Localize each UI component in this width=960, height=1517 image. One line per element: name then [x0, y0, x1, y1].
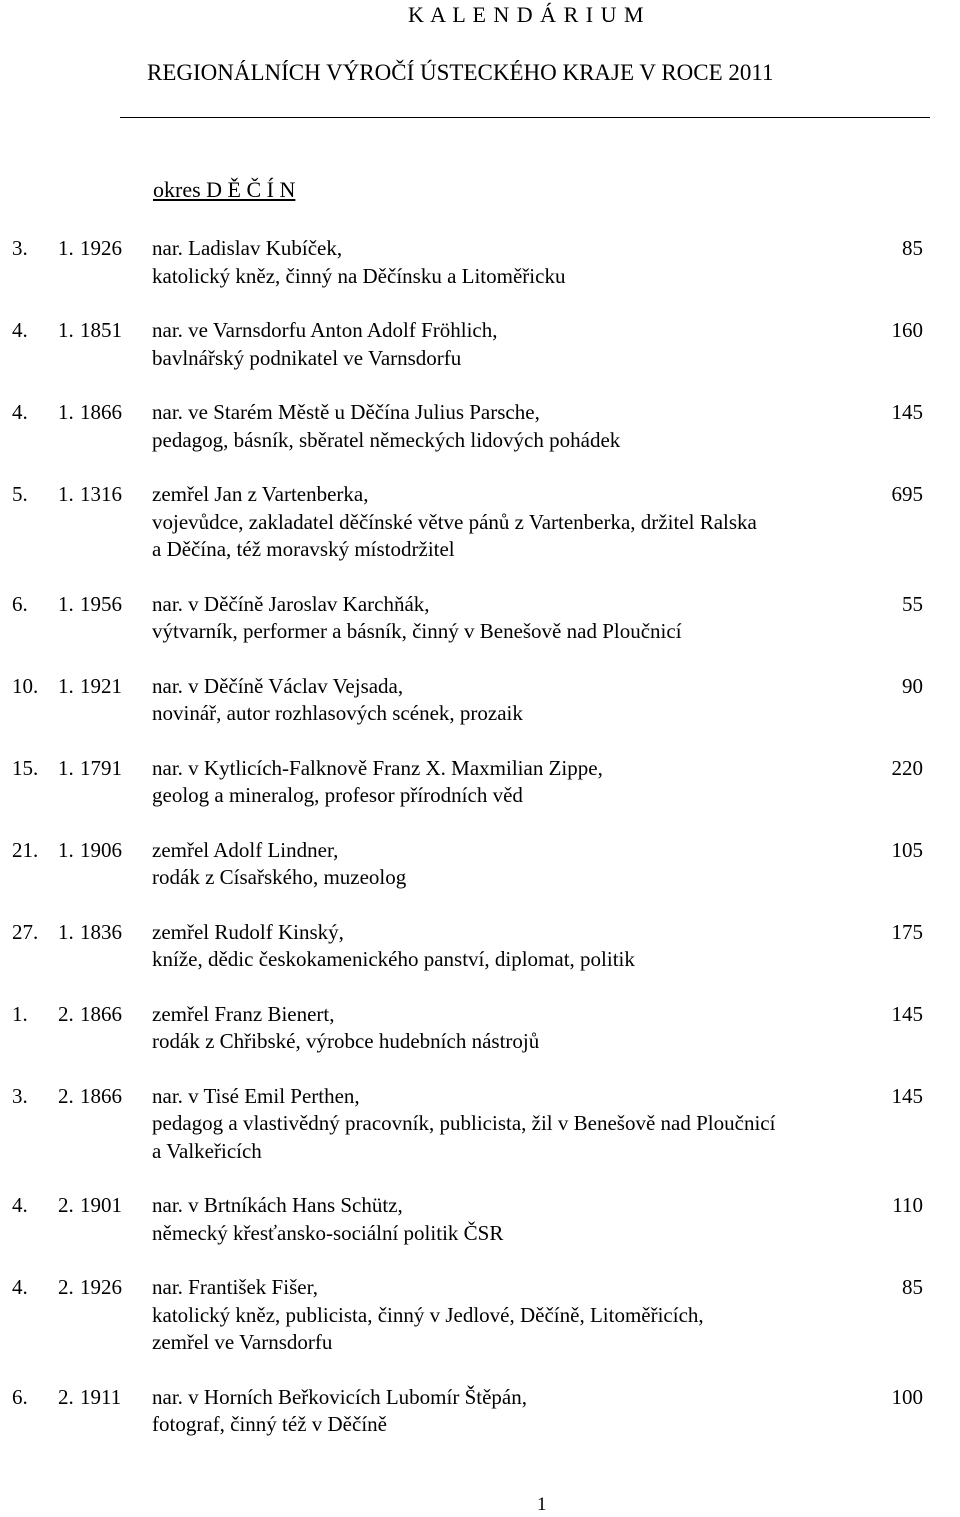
entry-day: 15. [12, 755, 39, 780]
entry-anniversary: 85 [902, 1275, 923, 1299]
entry-day: 21. [12, 837, 39, 862]
title-underline-rule [120, 117, 930, 118]
entry-month: 1. [58, 673, 74, 698]
entry-anniversary: 55 [902, 591, 923, 616]
entry-day: 3. [12, 236, 28, 260]
entry-description: katolický kněz, publicista, činný v Jedlové, Děčíně, Litoměřicích, [152, 1302, 704, 1327]
entry-year: 1926 [80, 1275, 122, 1299]
entry-anniversary: 100 [891, 1384, 923, 1409]
entry-description: pedagog a vlastivědný pracovník, publicista, žil v Benešově nad Ploučnicí [152, 1111, 776, 1135]
entry-description: německý křesťansko-sociální politik ČSR [152, 1220, 504, 1245]
entry-description: fotograf, činný též v Děčíně [152, 1412, 387, 1436]
entry-description: geolog a mineralog, profesor přírodních věd [152, 783, 523, 807]
entry-anniversary: 110 [892, 1193, 923, 1217]
entry-month: 2. [58, 1384, 74, 1409]
entry-event: nar. Ladislav Kubíček, [152, 236, 343, 260]
entry-month: 1. [58, 482, 74, 506]
entry-anniversary: 145 [891, 400, 923, 424]
page-number: 1 [537, 1494, 547, 1515]
entry-day: 1. [12, 1001, 28, 1026]
entry-month: 1. [58, 318, 74, 342]
entry-month: 2. [58, 1193, 74, 1217]
entry-description: a Děčína, též moravský místodržitel [152, 537, 455, 561]
entry-anniversary: 85 [902, 236, 923, 260]
entry-year: 1921 [80, 673, 122, 698]
entry-day: 4. [12, 1275, 28, 1299]
entry-day: 4. [12, 318, 28, 342]
entry-month: 1. [58, 755, 74, 780]
entry-event: zemřel Rudolf Kinský, [152, 919, 344, 944]
entry-event: nar. v Horních Beřkovicích Lubomír Štěpán, [152, 1384, 527, 1409]
entry-month: 2. [58, 1001, 74, 1026]
entry-anniversary: 145 [891, 1083, 923, 1108]
entry-year: 1926 [80, 236, 122, 260]
entry-day: 6. [12, 591, 28, 616]
entry-description: vojevůdce, zakladatel děčínské větve pánů z Vartenberka, držitel Ralska [152, 509, 757, 534]
entry-description: rodák z Chřibské, výrobce hudebních nástrojů [152, 1029, 540, 1053]
calendar-title: K A L E N D Á R I U M [408, 2, 645, 27]
entry-month: 1. [58, 919, 74, 944]
entry-anniversary: 105 [891, 837, 923, 862]
entry-description: rodák z Císařského, muzeolog [152, 865, 407, 889]
entry-year: 1906 [80, 837, 122, 862]
entry-month: 1. [58, 400, 74, 424]
entry-anniversary: 145 [891, 1001, 923, 1026]
entry-year: 1866 [80, 400, 122, 424]
entry-year: 1791 [80, 755, 122, 780]
entry-description: pedagog, básník, sběratel německých lidových pohádek [152, 427, 621, 452]
entry-year: 1316 [80, 482, 122, 506]
district-heading: okres D Ě Č Í N [153, 177, 296, 202]
entry-description: zemřel ve Varnsdorfu [152, 1330, 333, 1354]
entry-month: 1. [58, 837, 74, 862]
entry-anniversary: 175 [891, 919, 923, 944]
entry-year: 1866 [80, 1001, 122, 1026]
entry-description: katolický kněz, činný na Děčínsku a Litoměřicku [152, 263, 566, 288]
entry-day: 4. [12, 1193, 28, 1217]
entry-event: nar. ve Starém Městě u Děčína Julius Parsche, [152, 400, 540, 424]
entry-event: nar. v Tisé Emil Perthen, [152, 1083, 360, 1108]
entry-day: 4. [12, 400, 28, 424]
entry-day: 5. [12, 482, 28, 506]
entry-anniversary: 90 [902, 673, 923, 698]
entry-description: a Valkeřicích [152, 1138, 262, 1163]
entry-description: novinář, autor rozhlasových scének, prozaik [152, 701, 523, 725]
entry-year: 1956 [80, 591, 122, 616]
entry-year: 1836 [80, 919, 122, 944]
entry-description: výtvarník, performer a básník, činný v Benešově nad Ploučnicí [152, 619, 682, 643]
entry-event: zemřel Franz Bienert, [152, 1001, 335, 1026]
entry-day: 10. [12, 673, 39, 698]
entry-year: 1911 [80, 1384, 122, 1409]
entry-event: zemřel Adolf Lindner, [152, 837, 339, 862]
entry-year: 1901 [80, 1193, 122, 1217]
entry-anniversary: 160 [891, 318, 923, 342]
entry-event: nar. ve Varnsdorfu Anton Adolf Fröhlich, [152, 318, 498, 342]
entry-event: zemřel Jan z Vartenberka, [152, 482, 369, 506]
entry-year: 1851 [80, 318, 122, 342]
document-subtitle: REGIONÁLNÍCH VÝROČÍ ÚSTECKÉHO KRAJE V ROCE 2011 [147, 60, 774, 85]
entry-event: nar. v Děčíně Jaroslav Karchňák, [152, 591, 430, 616]
entry-day: 3. [12, 1083, 28, 1108]
entry-event: nar. v Kytlicích-Falknově Franz X. Maxmilian Zippe, [152, 755, 603, 780]
entry-description: kníže, dědic českokamenického panství, diplomat, politik [152, 947, 635, 971]
entry-day: 27. [12, 919, 39, 944]
entry-event: nar. v Děčíně Václav Vejsada, [152, 673, 404, 698]
entry-anniversary: 220 [891, 755, 923, 780]
entry-month: 2. [58, 1083, 74, 1108]
entry-month: 1. [58, 236, 74, 260]
entry-year: 1866 [80, 1083, 122, 1108]
entry-event: nar. v Brtníkách Hans Schütz, [152, 1193, 403, 1217]
entry-event: nar. František Fišer, [152, 1275, 318, 1299]
entry-anniversary: 695 [891, 482, 923, 506]
entry-description: bavlnářský podnikatel ve Varnsdorfu [152, 345, 462, 370]
entry-month: 1. [58, 591, 74, 616]
entry-day: 6. [12, 1384, 28, 1409]
entry-month: 2. [58, 1275, 74, 1299]
